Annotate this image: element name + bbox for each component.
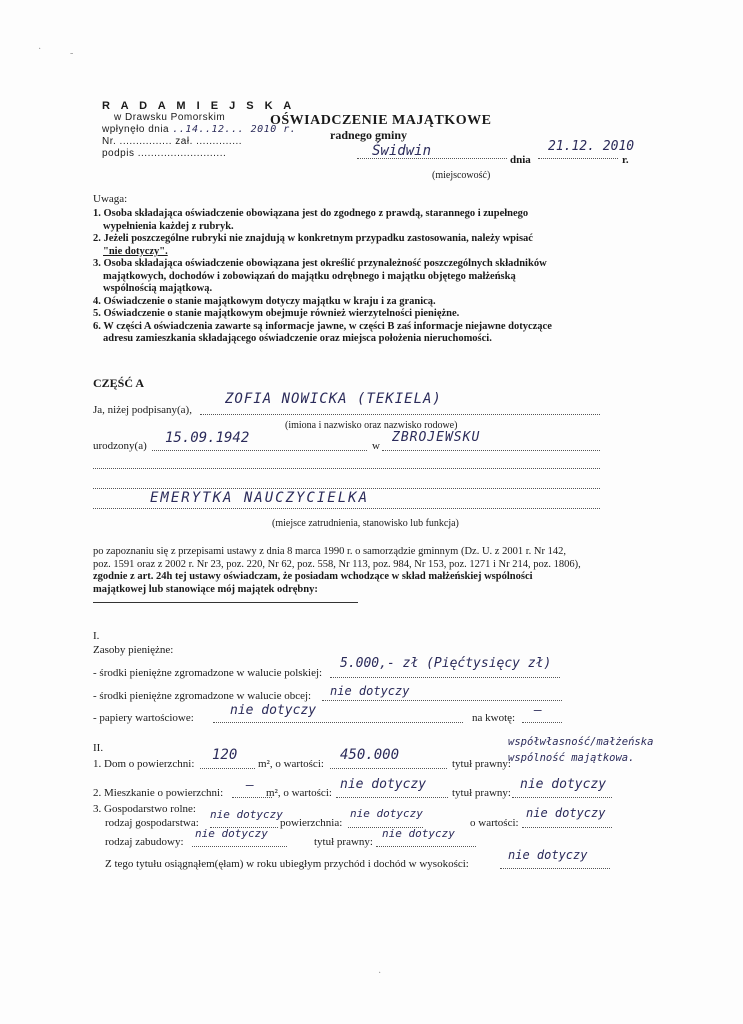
document-subtitle: radnego gminy <box>330 128 408 142</box>
securities-label: - papiery wartościowe: <box>93 712 194 724</box>
name-handwritten: ZOFIA NOWICKA (TEKIELA) <box>225 391 442 407</box>
house-m2-label: m², o wartości: <box>258 758 324 770</box>
flat-title-label: tytuł prawny: <box>452 787 511 799</box>
notes-list <box>93 208 653 346</box>
farm-label: 3. Gospodarstwo rolne: <box>93 803 196 815</box>
law-line: zgodnie z art. 24h tej ustawy oświadczam, że posiadam wchodzące w skład małżeńskiej wspólności <box>93 571 533 582</box>
place-caption: (miejscowość) <box>432 170 491 181</box>
stamp-nr: Nr. ................ zał. .............. <box>102 136 243 147</box>
note-item: 2. Jeżeli poszczególne rubryki nie znajdują w konkretnym przypadku zastosowania, należy wpisać <box>93 233 533 244</box>
amount-label: na kwotę: <box>472 712 516 724</box>
law-line: poz. 1591 oraz z 2002 r. Nr 23, poz. 220, Nr 62, poz. 558, Nr 113, poz. 984, Nr 153, poz. 1271 i Nr 214, poz. 1806), <box>93 558 581 570</box>
note-item: wypełnienia każdej z rubryk. <box>103 220 234 232</box>
law-text <box>93 546 581 596</box>
stamp-org: R A D A M I E J S K A <box>102 100 296 112</box>
foreign-label: - środki pieniężne zgromadzone w walucie obcej: <box>93 690 312 702</box>
build-title-label: tytuł prawny: <box>314 836 373 848</box>
place-handwritten: Świdwin <box>372 143 432 159</box>
income-label: Z tego tytułu osiągnąłem(ęłam) w roku ubiegłym przychód i dochód w wysokości: <box>105 858 469 870</box>
note-item: 3. Osoba składająca oświadczenie obowiązana jest określić przynależność poszczególnych składników <box>93 258 547 269</box>
part-a-heading: CZĘŚĆ A <box>93 376 145 390</box>
note-item: "nie dotyczy". <box>103 245 168 257</box>
born-place-handwritten: ZBROJEWSKU <box>392 430 481 445</box>
farm-type-label: rodzaj gospodarstwa: <box>105 817 199 829</box>
stamp-signature: podpis ........................... <box>102 148 227 159</box>
date-handwritten: 21.12. 2010 <box>548 139 635 154</box>
flat-value-handwritten: nie dotyczy <box>340 777 427 792</box>
note-item: wspólnością majątkową. <box>103 283 213 294</box>
pln-handwritten: 5.000,- zł (Pięćtysięcy zł) <box>340 656 552 671</box>
section-2-heading: II. <box>93 742 104 754</box>
note-item: 5. Oświadczenie o stanie majątkowym obejmuje również wierzytelności pieniężne. <box>93 308 460 319</box>
stamp-received-label: wpłynęło dnia <box>102 124 170 135</box>
build-title-handwritten: nie dotyczy <box>382 827 455 840</box>
document-title: OŚWIADCZENIE MAJĄTKOWE <box>270 113 492 128</box>
r-label: r. <box>622 154 629 166</box>
stamp-city: w Drawsku Pomorskim <box>114 112 226 123</box>
foreign-handwritten: nie dotyczy <box>330 684 410 698</box>
house-area-handwritten: 120 <box>212 747 238 763</box>
build-handwritten: nie dotyczy <box>195 827 268 840</box>
farm-value-label: o wartości: <box>470 817 519 829</box>
house-value-handwritten: 450.000 <box>340 747 400 763</box>
note-item: 6. W części A oświadczenia zawarte są informacje jawne, w części B zaś informacje niejawne dotyczące <box>93 320 552 332</box>
job-caption: (miejsce zatrudnienia, stanowisko lub funkcja) <box>272 518 459 529</box>
build-label: rodzaj zabudowy: <box>105 836 184 848</box>
house-title-handwritten-1: współwłasność/małżeńska <box>508 736 654 748</box>
securities-handwritten: nie dotyczy <box>230 703 317 718</box>
note-item: 4. Oświadczenie o stanie majątkowym dotyczy majątku w kraju i za granicą. <box>93 295 436 307</box>
flat-area-handwritten: – <box>246 778 254 793</box>
house-title-label: tytuł prawny: <box>452 758 511 770</box>
ja-label: Ja, niżej podpisany(a), <box>93 404 192 416</box>
born-date-handwritten: 15.09.1942 <box>165 430 250 446</box>
scan-mark: · <box>378 968 382 979</box>
amount-handwritten: — <box>534 703 542 718</box>
section-1-heading: I. <box>93 630 100 642</box>
farm-area-label: powierzchnia: <box>280 817 343 829</box>
scan-mark: · <box>38 44 42 55</box>
house-title-handwritten-2: wspólność majątkowa. <box>508 752 635 764</box>
stamp-received-date: ..14..12... 2010 r. <box>172 124 297 135</box>
job-handwritten: EMERYTKA NAUCZYCIELKA <box>150 490 370 506</box>
pln-label: - środki pieniężne zgromadzone w walucie polskiej: <box>93 667 323 679</box>
flat-m2-label: m², o wartości: <box>266 787 332 799</box>
section-1-subheading: Zasoby pieniężne: <box>93 644 174 656</box>
flat-label: 2. Mieszkanie o powierzchni: <box>93 787 224 799</box>
notes-title: Uwaga: <box>93 193 128 205</box>
farm-type-handwritten: nie dotyczy <box>210 808 283 821</box>
name-caption: (imiona i nazwisko oraz nazwisko rodowe) <box>285 420 458 431</box>
strike-line <box>93 602 358 603</box>
registry-stamp <box>102 100 297 160</box>
dnia-label: dnia <box>510 154 531 166</box>
born-label: urodzony(a) <box>93 440 147 452</box>
note-item: adresu zamieszkania składającego oświadczenie oraz miejsca położenia nieruchomości. <box>103 333 492 344</box>
farm-area-handwritten: nie dotyczy <box>350 807 423 820</box>
farm-value-handwritten: nie dotyczy <box>526 806 606 820</box>
income-handwritten: nie dotyczy <box>508 848 588 862</box>
law-line: po zapoznaniu się z przepisami ustawy z dnia 8 marca 1990 r. o samorządzie gminnym (Dz. U. z 2001 r. Nr 142, <box>93 546 566 557</box>
note-item: majątkowych, dochodów i zobowiązań do majątku odrębnego i majątku objętego małżeńską <box>103 270 516 282</box>
w-label: w <box>372 440 380 452</box>
note-item: 1. Osoba składająca oświadczenie obowiązana jest do zgodnego z prawdą, starannego i zupełnego <box>93 208 529 219</box>
law-line: majątkowej lub stanowiące mój majątek odrębny: <box>93 583 318 595</box>
house-label: 1. Dom o powierzchni: <box>93 758 195 770</box>
flat-title-handwritten: nie dotyczy <box>520 777 607 792</box>
scan-mark: - <box>70 48 74 59</box>
